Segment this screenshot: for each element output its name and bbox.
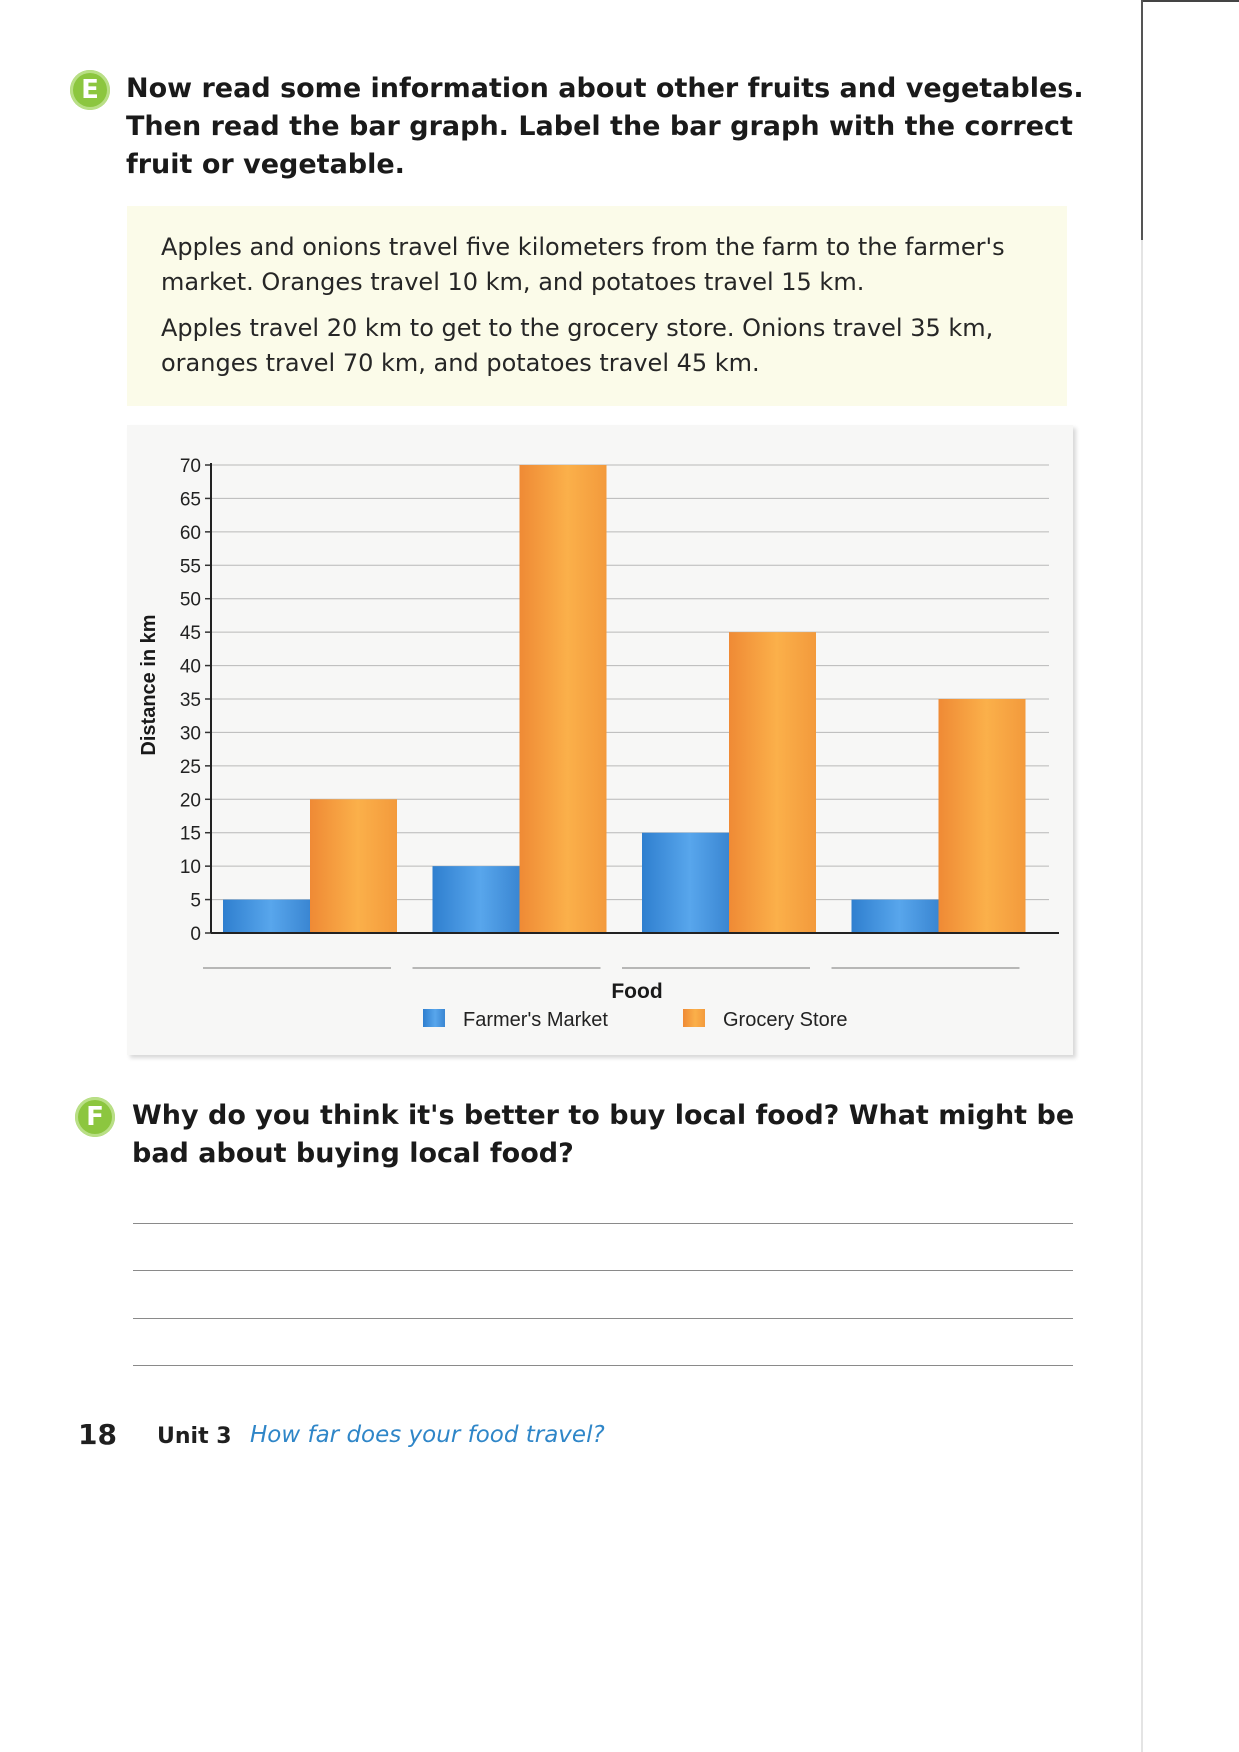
bar-grocery-store xyxy=(520,465,607,933)
section-e-heading xyxy=(126,70,1084,184)
legend-label: Farmer's Market xyxy=(463,1009,608,1031)
bar-farmers-market xyxy=(642,833,729,933)
page-edge-shadow xyxy=(1141,0,1143,240)
legend-swatch xyxy=(423,1009,445,1027)
y-tick-label: 55 xyxy=(179,556,201,578)
y-tick-label: 5 xyxy=(190,890,201,912)
bar-farmers-market xyxy=(223,900,310,933)
bar-grocery-store xyxy=(729,632,816,933)
legend-label: Grocery Store xyxy=(723,1009,848,1031)
unit-label: Unit 3 xyxy=(157,1424,232,1449)
y-tick-label: 50 xyxy=(179,589,201,611)
y-tick-label: 65 xyxy=(179,489,201,511)
bar-farmers-market xyxy=(852,900,939,933)
answer-line[interactable] xyxy=(133,1365,1073,1366)
legend-swatch xyxy=(683,1009,705,1027)
y-tick-label: 45 xyxy=(179,623,201,645)
answer-line[interactable] xyxy=(133,1223,1073,1224)
info-line: market. Oranges travel 10 km, and potatoes travel 15 km. xyxy=(161,268,865,296)
bar-grocery-store xyxy=(939,699,1026,933)
page-edge xyxy=(1141,0,1143,1752)
y-tick-label: 30 xyxy=(179,723,201,745)
section-e-heading-line: fruit or vegetable. xyxy=(126,149,405,180)
section-e-heading-line: Then read the bar graph. Label the bar graph with the correct xyxy=(126,111,1073,142)
answer-line[interactable] xyxy=(133,1318,1073,1319)
bar-grocery-store xyxy=(310,799,397,933)
y-tick-label: 10 xyxy=(179,857,201,879)
y-tick-label: 15 xyxy=(179,823,201,845)
bar-chart xyxy=(127,425,1073,1055)
info-line: oranges travel 70 km, and potatoes travel 45 km. xyxy=(161,349,760,377)
y-tick-label: 25 xyxy=(179,756,201,778)
unit-title: How far does your food travel? xyxy=(250,1422,605,1448)
section-e-badge: E xyxy=(70,70,110,110)
section-f-heading-line: bad about buying local food? xyxy=(132,1138,574,1169)
y-tick-label: 40 xyxy=(179,656,201,678)
y-tick-label: 60 xyxy=(179,522,201,544)
x-axis-label: Food xyxy=(611,980,663,1003)
top-rule xyxy=(1143,0,1239,2)
bar-chart-panel xyxy=(127,425,1073,1055)
info-line: Apples travel 20 km to get to the grocery store. Onions travel 35 km, xyxy=(161,314,994,342)
bar-farmers-market xyxy=(433,866,520,933)
y-tick-label: 20 xyxy=(179,790,201,812)
section-f-heading xyxy=(132,1097,1074,1173)
info-line: Apples and onions travel five kilometers from the farm to the farmer's xyxy=(161,233,1005,261)
y-tick-label: 0 xyxy=(190,924,201,945)
section-e-heading-line: Now read some information about other fruits and vegetables. xyxy=(126,73,1084,104)
info-box xyxy=(127,206,1067,406)
y-axis-label: Distance in km xyxy=(138,614,160,756)
page-number: 18 xyxy=(78,1418,117,1451)
y-tick-label: 35 xyxy=(179,690,201,711)
answer-line[interactable] xyxy=(133,1270,1073,1271)
y-tick-label: 70 xyxy=(179,456,201,477)
section-f-badge: F xyxy=(75,1097,115,1137)
section-f-heading-line: Why do you think it's better to buy local food? What might be xyxy=(132,1100,1075,1131)
